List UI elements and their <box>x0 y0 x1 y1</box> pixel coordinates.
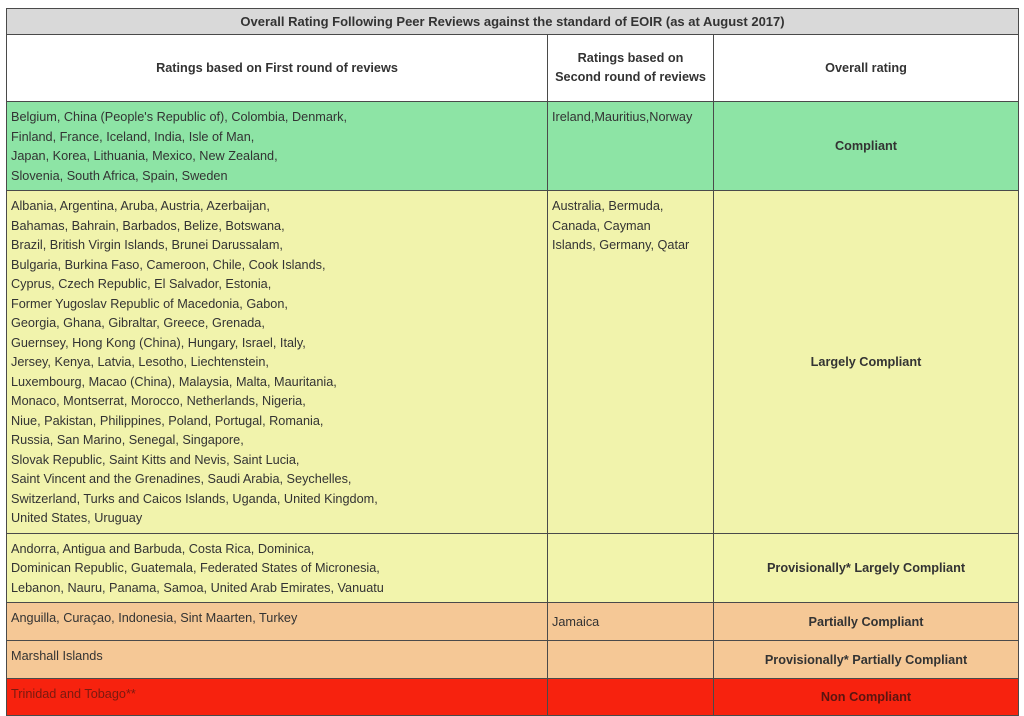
country-line: Brazil, British Virgin Islands, Brunei Darussalam, <box>11 238 283 252</box>
second-round-countries <box>548 603 714 641</box>
overall-rating-cell: Non Compliant <box>714 679 1019 716</box>
header-overall-rating: Overall rating <box>714 35 1019 102</box>
second-round-countries <box>548 679 714 716</box>
country-line: Trinidad and Tobago** <box>11 687 136 701</box>
country-line: Former Yugoslav Republic of Macedonia, Gabon, <box>11 296 288 311</box>
country-line: Cyprus, Czech Republic, El Salvador, Estonia, <box>11 277 272 291</box>
country-line: Switzerland, Turks and Caicos Islands, Uganda, United Kingdom, <box>11 491 378 506</box>
header-first-round: Ratings based on First round of reviews <box>7 35 548 102</box>
first-round-countries <box>7 191 548 534</box>
country-line: Monaco, Montserrat, Morocco, Netherlands, Nigeria, <box>11 394 306 408</box>
country-line: Slovenia, South Africa, Spain, Sweden <box>11 168 228 183</box>
country-line: Guernsey, Hong Kong (China), Hungary, Israel, Italy, <box>11 335 306 350</box>
country-line: United States, Uruguay <box>11 511 143 525</box>
overall-rating-cell: Compliant <box>714 102 1019 191</box>
country-line: Bahamas, Bahrain, Barbados, Belize, Botswana, <box>11 218 285 233</box>
table-row-largely-compliant <box>7 191 1019 534</box>
country-line: Saint Vincent and the Grenadines, Saudi Arabia, Seychelles, <box>11 472 352 486</box>
country-line: Russia, San Marino, Senegal, Singapore, <box>11 433 244 447</box>
first-round-countries <box>7 102 548 191</box>
country-line: Dominican Republic, Guatemala, Federated States of Micronesia, <box>11 561 380 575</box>
second-round-countries <box>548 533 714 603</box>
overall-rating-cell: Provisionally* Largely Compliant <box>714 533 1019 603</box>
country-line: Jersey, Kenya, Latvia, Lesotho, Liechtenstein, <box>11 355 269 369</box>
table-row-non-compliant <box>7 679 1019 716</box>
overall-rating-cell: Provisionally* Partially Compliant <box>714 641 1019 679</box>
country-line: Jamaica <box>552 614 600 629</box>
country-line: Japan, Korea, Lithuania, Mexico, New Zealand, <box>11 149 278 163</box>
table-row-provisionally-largely-compliant <box>7 533 1019 603</box>
overall-rating-cell: Partially Compliant <box>714 603 1019 641</box>
country-line: Finland, France, Iceland, India, Isle of Man, <box>11 129 255 144</box>
country-line: Bulgaria, Burkina Faso, Cameroon, Chile, Cook Islands, <box>11 257 326 272</box>
country-line: Ireland,Mauritius,Norway <box>552 110 693 124</box>
country-line: Anguilla, Curaçao, Indonesia, Sint Maarten, Turkey <box>11 611 298 625</box>
table-caption: Overall Rating Following Peer Reviews against the standard of EOIR (as at August 2017) <box>7 9 1019 35</box>
first-round-countries <box>7 641 548 679</box>
country-line: Australia, Bermuda, <box>552 199 664 213</box>
first-round-countries <box>7 603 548 641</box>
country-line: Luxembourg, Macao (China), Malaysia, Malta, Mauritania, <box>11 374 337 389</box>
overall-rating-cell: Largely Compliant <box>714 191 1019 534</box>
country-line: Andorra, Antigua and Barbuda, Costa Rica, Dominica, <box>11 541 315 556</box>
eoir-ratings-table <box>6 8 1019 716</box>
table-caption-row <box>7 9 1019 35</box>
country-line: Niue, Pakistan, Philippines, Poland, Portugal, Romania, <box>11 413 324 428</box>
country-line: Marshall Islands <box>11 649 103 663</box>
country-line: Canada, Cayman <box>552 218 651 233</box>
second-round-countries <box>548 641 714 679</box>
country-line: Slovak Republic, Saint Kitts and Nevis, Saint Lucia, <box>11 452 300 467</box>
table-header-row <box>7 35 1019 102</box>
second-round-countries <box>548 191 714 534</box>
country-line: Albania, Argentina, Aruba, Austria, Azerbaijan, <box>11 199 270 213</box>
first-round-countries <box>7 679 548 716</box>
country-line: Lebanon, Nauru, Panama, Samoa, United Arab Emirates, Vanuatu <box>11 580 384 595</box>
header-second-round: Ratings based on Second round of reviews <box>548 35 714 102</box>
country-line: Georgia, Ghana, Gibraltar, Greece, Grenada, <box>11 316 265 330</box>
country-line: Belgium, China (People's Republic of), Colombia, Denmark, <box>11 110 347 124</box>
country-line: Islands, Germany, Qatar <box>552 238 690 252</box>
second-round-countries <box>548 102 714 191</box>
table-row-provisionally-partially-compliant <box>7 641 1019 679</box>
table-row-compliant <box>7 102 1019 191</box>
first-round-countries <box>7 533 548 603</box>
table-row-partially-compliant <box>7 603 1019 641</box>
